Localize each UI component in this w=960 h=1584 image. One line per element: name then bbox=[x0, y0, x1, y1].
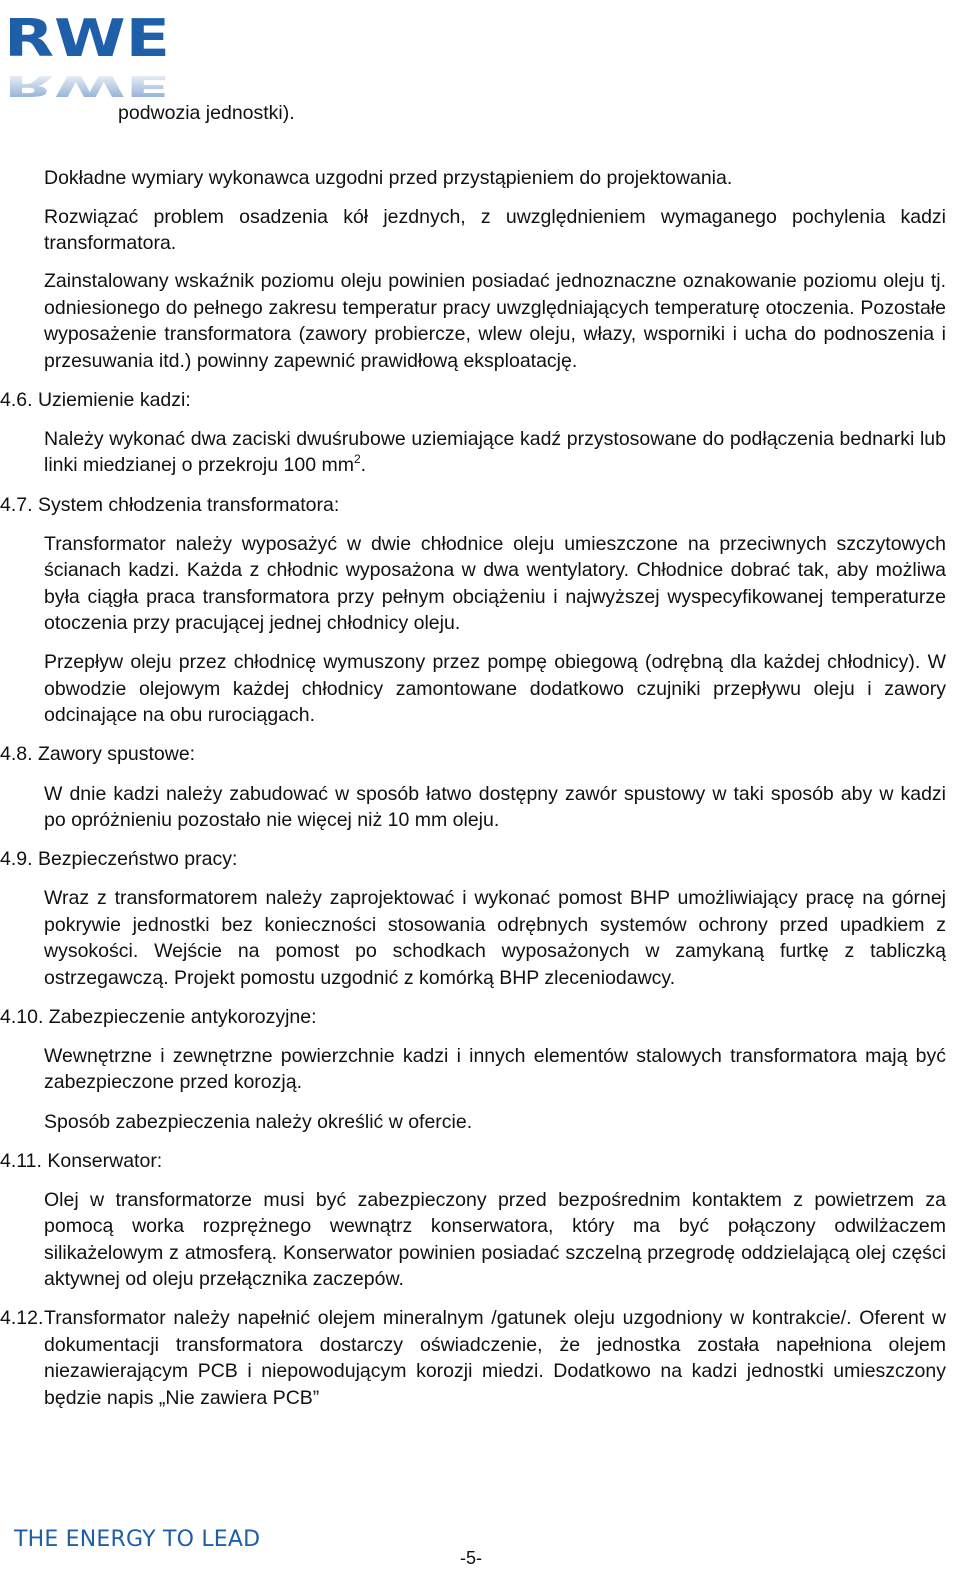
section-4-8-text: W dnie kadzi należy zabudować w sposób łatwo dostępny zawór spustowy w taki sposób aby w kadzi po opróżnieniu pozostało nie więcej niż 10 mm oleju. bbox=[44, 782, 946, 831]
section-4-7-text-1: Transformator należy wyposażyć w dwie chłodnice oleju umieszczone na przeciwnych szczytowych ścianach kadzi. Każda z chłodnic wyposażona w dwa wentylatory. Chłodnice dobrać tak, aby możliwa była ciągła praca transformatora przy pełnym obciążeniu i najwyższej wyspecyfikowanej temperaturze otoczenia przy pracującej jednej chłodnicy oleju. bbox=[44, 532, 946, 635]
section-heading-4-10: 4.10. Zabezpieczenie antykorozyjne: bbox=[0, 1005, 317, 1028]
section-heading-4-9: 4.9. Bezpieczeństwo pracy: bbox=[0, 848, 238, 871]
section-heading-4-8: 4.8. Zawory spustowe: bbox=[0, 743, 196, 766]
section-4-11-text: Olej w transformatorze musi być zabezpieczony przed bezpośrednim kontaktem z powietrzem za pomocą worka rozprężnego wewnątrz konserwatora, który ma być połączony odwilżaczem silikażelowym z atmosferą. Konserwator powinien posiadać szczelną przegrodę oddzielającą olej części aktywnej od oleju przełącznika zaczepów. bbox=[44, 1188, 946, 1291]
svg-text:RWE: RWE bbox=[4, 68, 170, 103]
section-4-7-text-2: Przepływ oleju przez chłodnicę wymuszony przez pompę obiegową (odrębną dla każdej chłodnicy). W obwodzie olejowym każdej chłodnicy zamontowane dodatkowo czujniki przepływu oleju i zawory odcinające na obu rurociągach. bbox=[44, 651, 946, 727]
paragraph-continuation: podwozia jednostki). bbox=[118, 102, 295, 124]
paragraph-dimensions: Dokładne wymiary wykonawca uzgodni przed przystąpieniem do projektowania. bbox=[44, 167, 733, 190]
section-4-6-body: Należy wykonać dwa zaciski dwuśrubowe uziemiające kadź przystosowane do podłączenia bednarki lub linki miedzianej o przekroju 100 mm bbox=[44, 428, 946, 477]
section-4-10-text-2: Sposób zabezpieczenia należy określić w ofercie. bbox=[44, 1110, 473, 1133]
svg-text:RWE: RWE bbox=[4, 9, 170, 69]
section-heading-4-7: 4.7. System chłodzenia transformatora: bbox=[0, 493, 340, 516]
rwe-logo-mark bbox=[4, 9, 172, 103]
section-4-10-text-1: Wewnętrzne i zewnętrzne powierzchnie kadzi i innych elementów stalowych transformatora mają być zabezpieczone przed korozją. bbox=[44, 1044, 946, 1094]
footer-tagline: THE ENERGY TO LEAD bbox=[14, 1527, 261, 1552]
section-4-6-tail: . bbox=[360, 454, 367, 477]
paragraph-wheels: Rozwiązać problem osadzenia kół jezdnych, z uwzględnieniem wymaganego pochylenia kadzi transformatora. bbox=[44, 205, 946, 255]
section-number: 4.12. bbox=[0, 1307, 44, 1330]
section-4-12 bbox=[0, 1305, 946, 1411]
rwe-logo bbox=[4, 9, 172, 103]
section-4-12-text: Transformator należy napełnić olejem mineralnym /gatunek oleju uzgodniony w kontrakcie/. Oferent w dokumentacji transformatora dostarczy oświadczenie, że jednostka została napełniona olejem niezawierającym PCB i niepowodującym korozji miedzi. Dodatkowo na kadzi jednostki umieszczony będzie napis „Nie zawiera PCB” bbox=[44, 1307, 946, 1409]
section-heading-4-11: 4.11. Konserwator: bbox=[0, 1149, 163, 1172]
section-4-9-text: Wraz z transformatorem należy zaprojektować i wykonać pomost BHP umożliwiający pracę na górnej pokrywie jednostki bez konieczności stosowania odrębnych systemów ochrony przed upadkiem z wysokości. Wejście na pomost po schodkach wyposażonych w zamykaną furtkę z tabliczką ostrzegawczą. Projekt pomostu uzgodnić z komórką BHP zleceniodawcy. bbox=[44, 887, 946, 989]
document-body bbox=[0, 100, 946, 1424]
section-4-6-text bbox=[44, 426, 946, 479]
page-number: -5- bbox=[460, 1548, 482, 1568]
section-heading-4-6: 4.6. Uziemienie kadzi: bbox=[0, 388, 191, 411]
paragraph-oil-level: Zainstalowany wskaźnik poziomu oleju powinien posiadać jednoznaczne oznakowanie poziomu oleju tj. odniesionego do pełnego zakresu temperatur pracy uwzględniających temperaturę otoczenia. Pozostałe wyposażenie transformatora (zawory probiercze, wlew oleju, włazy, wsporniki i ucha do podnoszenia i przesuwania itd.) powinny zapewnić prawidłową eksploatację. bbox=[44, 270, 946, 372]
superscript: 2 bbox=[353, 452, 361, 467]
